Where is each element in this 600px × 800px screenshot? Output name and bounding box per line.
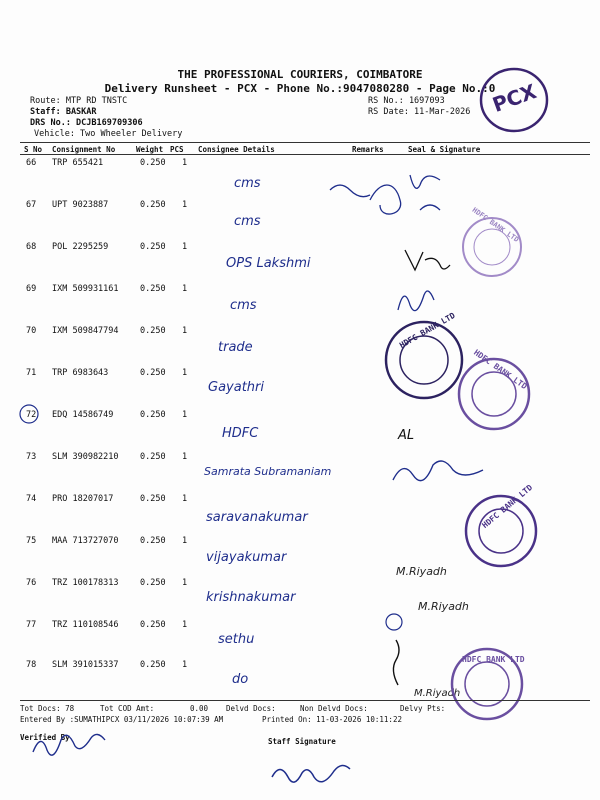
row-pcs: 1 [182,284,188,294]
footer-delvy-pts: Delvy Pts: [400,704,446,713]
row-pcs: 1 [182,452,188,462]
row-consignee: cms [230,298,257,313]
row-weight: 0.250 [140,326,166,336]
row-weight: 0.250 [140,242,166,252]
signature-scribble-icon [395,240,465,280]
row-weight: 0.250 [140,452,166,462]
footer-staff-signature: Staff Signature [268,737,336,746]
row-weight: 0.250 [140,620,166,630]
row-sno: 77 [26,620,37,630]
row-sno: 68 [26,242,37,252]
row-sno: 71 [26,368,37,378]
row-sno: 69 [26,284,37,294]
signature-scribble-icon [390,280,450,320]
row-pcs: 1 [182,368,188,378]
signature-scribble-icon [380,610,420,700]
row-sno: 78 [26,660,37,670]
row-consignee: OPS Lakshmi [226,256,311,271]
company-title: THE PROFESSIONAL COURIERS, COIMBATORE [177,68,423,81]
row-consignee: cms [234,214,261,229]
rs-date: RS Date: 11-Mar-2026 [368,107,471,117]
footer-entered-by: Entered By :SUMATHIPCX 03/11/2026 10:07:39 AM [20,715,224,724]
row-pcs: 1 [182,660,188,670]
row-consignment: TRP 6983643 [52,368,109,378]
row-consignee: Samrata Subramaniam [204,465,332,478]
staff-label: Staff: BASKAR [30,107,97,117]
signature-riyadh: M.Riyadh [414,688,461,699]
row-consignment: TRZ 110108546 [52,620,119,630]
route-label: Route: MTP RD TNSTC [30,96,128,106]
drs-number: DRS No.: DCJB169709306 [30,118,143,128]
row-consignee: cms [234,176,261,191]
header-bottom-rule [20,154,590,155]
row-72-circle-mark [18,403,40,425]
footer-tot-docs: Tot Docs: 78 [20,704,75,713]
footer-cod-amount: 0.00 [190,704,209,713]
footer-non-delvd-docs: Non Delvd Docs: [300,704,368,713]
pcx-stamp [478,64,550,136]
row-consignment: IXM 509847794 [52,326,119,336]
footer-printed-on: Printed On: 11-03-2026 10:11:22 [262,715,402,724]
footer-rule [20,700,590,701]
row-sno: 72 [26,410,37,420]
row-consignment: MAA 713727070 [52,536,119,546]
row-consignment: UPT 9023887 [52,200,109,210]
hdfc-seal [448,645,526,723]
hdfc-seal [455,347,533,433]
col-seal-signature: Seal & Signature [408,145,481,154]
hdfc-seal [460,206,524,279]
signature-riyadh: M.Riyadh [418,600,469,613]
row-pcs: 1 [182,200,188,210]
row-consignment: TRZ 100178313 [52,578,119,588]
hdfc-seal [382,310,466,402]
row-weight: 0.250 [140,494,166,504]
row-pcs: 1 [182,410,188,420]
row-sno: 70 [26,326,37,336]
row-weight: 0.250 [140,200,166,210]
row-consignment: EDQ 14586749 [52,410,114,420]
seal-text: HDFC BANK LTD [470,206,521,244]
col-pcs: PCS [170,145,184,154]
footer-tot-cod: Tot COD Amt: [100,704,155,713]
row-weight: 0.250 [140,536,166,546]
row-consignee: krishnakumar [206,590,296,605]
row-consignee: do [232,672,249,687]
row-consignee: trade [218,340,253,355]
verifier-signature-icon [28,722,118,762]
runsheet-subtitle: Delivery Runsheet - PCX - Phone No.:9047080280 - Page No.:0 [104,82,496,95]
row-consignment: SLM 390982210 [52,452,119,462]
footer-delvd-docs: Delvd Docs: [226,704,276,713]
staff-signature-icon [262,752,372,792]
vehicle-label: Vehicle: Two Wheeler Delivery [34,129,183,139]
seal-text: HDFC BANK LTD [472,347,529,392]
row-pcs: 1 [182,326,188,336]
row-pcs: 1 [182,620,188,630]
row-weight: 0.250 [140,410,166,420]
seal-text: HDFC BANK LTD [397,310,457,351]
row-sno: 75 [26,536,37,546]
row-consignment: TRP 655421 [52,158,104,168]
row-consignee: saravanakumar [206,510,308,525]
row-sno: 66 [26,158,37,168]
header-top-rule [20,142,590,143]
row-weight: 0.250 [140,368,166,378]
row-pcs: 1 [182,494,188,504]
row-consignment: PRO 18207017 [52,494,114,504]
row-weight: 0.250 [140,158,166,168]
row-pcs: 1 [182,158,188,168]
rs-number: RS No.: 1697093 [368,96,445,106]
row-pcs: 1 [182,242,188,252]
row-consignment: SLM 391015337 [52,660,119,670]
row-consignment: POL 2295259 [52,242,109,252]
col-consignment: Consignment No [52,145,116,154]
signature-riyadh: M.Riyadh [396,565,447,578]
row-consignment: IXM 509931161 [52,284,119,294]
row-consignee: HDFC [222,426,259,441]
row-weight: 0.250 [140,578,166,588]
row-sno: 67 [26,200,37,210]
row-weight: 0.250 [140,660,166,670]
seal-text: HDFC BANK LTD [480,482,535,531]
signature-al: AL [398,428,415,443]
pcx-stamp-text: PCX [489,79,540,117]
bank-seal-icon [462,492,540,570]
row-consignee: vijayakumar [206,550,287,565]
row-weight: 0.250 [140,284,166,294]
row-pcs: 1 [182,536,188,546]
signature-scribble-icon [388,455,498,495]
col-remarks: Remarks [352,145,384,154]
row-consignee: sethu [218,632,255,647]
footer-verified-by: Verified By [20,733,70,742]
signature-scribble-icon [310,160,470,240]
col-sno: S No [24,145,43,154]
row-sno: 73 [26,452,37,462]
row-consignee: Gayathri [208,380,264,395]
row-sno: 74 [26,494,37,504]
seal-text: HDFC BANK LTD [462,655,525,664]
row-sno: 76 [26,578,37,588]
col-consignee: Consignee Details [198,145,275,154]
col-weight: Weight [136,145,164,154]
row-pcs: 1 [182,578,188,588]
hdfc-seal [462,482,540,570]
